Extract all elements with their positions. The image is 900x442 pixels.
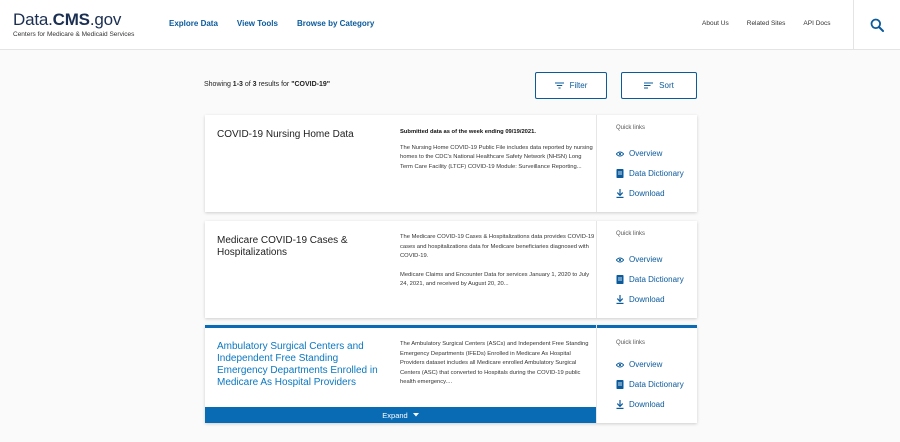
quick-links-title: Quick links [616,340,646,346]
description-text: Medicare Claims and Encounter Data for services January 1, 2020 to July 24, 2021, and received by August 20, 20... [400,271,590,288]
search-icon [870,18,884,32]
eye-icon [616,362,624,368]
quick-links [596,221,697,318]
data-dictionary-link[interactable] [616,275,684,284]
expand-button[interactable] [205,407,596,423]
nav-related-sites[interactable]: Related Sites [746,20,786,27]
logo-subtitle: Centers for Medicare & Medicaid Services [13,31,135,38]
download-link-label: Download [629,400,665,409]
site-header [0,0,900,50]
data-dictionary-link-label: Data Dictionary [629,380,684,389]
search-button[interactable] [853,0,900,50]
expand-button-label: Expand [382,410,408,420]
data-dictionary-link-label: Data Dictionary [629,169,684,178]
download-link[interactable] [616,189,665,198]
quick-links [596,115,697,212]
logo-wordmark: Data.CMS.gov [13,10,122,29]
data-dictionary-link[interactable] [616,380,684,389]
filter-icon [555,82,564,89]
nav-api-docs[interactable]: API Docs [803,20,831,27]
site-logo[interactable] [13,11,134,38]
overview-link-label: Overview [629,255,663,264]
overview-link-label: Overview [629,360,663,369]
quick-links-title: Quick links [616,125,646,131]
filter-button-label: Filter [569,81,588,90]
eye-icon [616,257,624,263]
quick-links-title: Quick links [616,231,646,237]
download-icon [616,400,624,409]
nav-about-us[interactable]: About Us [702,20,729,27]
result-card [205,115,697,212]
download-link-label: Download [629,295,665,304]
dataset-title-link[interactable]: Ambulatory Surgical Centers and Independent Free Standing Emergency Departments Enrolled in Medicare As Hospital Providers [217,341,378,388]
nav-explore-data[interactable]: Explore Data [169,19,218,28]
overview-link-label: Overview [629,149,663,158]
nav-view-tools[interactable]: View Tools [236,19,278,28]
download-icon [616,189,624,198]
download-link-label: Download [629,189,665,198]
submission-note: Submitted data as of the week ending 09/19/2021. [400,129,536,135]
overview-link[interactable] [616,255,662,264]
dataset-description [400,340,595,388]
results-summary: Showing 1-3 of 3 results for "COVID-19" [204,81,331,88]
overview-link[interactable] [616,360,662,369]
secondary-nav [702,20,831,27]
book-icon [616,380,624,389]
book-icon [616,169,624,178]
eye-icon [616,151,624,157]
data-dictionary-link-label: Data Dictionary [629,275,684,284]
quick-links [596,325,697,423]
dataset-title-link[interactable]: Medicare COVID-19 Cases & Hospitalizations [217,235,348,258]
overview-link[interactable] [616,149,662,158]
sort-icon [644,82,653,89]
nav-browse-by-category[interactable]: Browse by Category [296,19,375,28]
caret-down-icon [413,413,419,417]
download-link[interactable] [616,400,665,409]
description-text: The Ambulatory Surgical Centers (ASCs) and Independent Free Standing Emergency Departments (IFEDs) Enrolled in Medicare As Hospital Providers dataset includes all Medicare enrolled Ambulatory Surgical Centers (ASC) that converted to Hospitals during the COVID-19 public health emergency.... [400,341,589,386]
data-dictionary-link[interactable] [616,169,684,178]
download-icon [616,295,624,304]
description-text: The Nursing Home COVID-19 Public File includes data reported by nursing homes to the CDC's National Healthcare Safety Network (NHSN) Long Term Care Facility (LTCF) COVID-19 Module: Surveillance Reporting... [400,144,593,170]
result-card [205,325,697,423]
download-link[interactable] [616,295,665,304]
book-icon [616,275,624,284]
dataset-description [400,233,595,290]
dataset-title-link[interactable]: COVID-19 Nursing Home Data [217,129,354,140]
description-text: The Medicare COVID-19 Cases & Hospitalizations data provides COVID-19 cases and hospitalizations data for Medicare beneficiaries diagnosed with COVID-19. [400,234,595,260]
primary-nav [169,19,374,28]
sort-button[interactable] [621,72,697,99]
filter-button[interactable] [535,72,607,99]
dataset-description [400,128,595,172]
result-card [205,221,697,318]
sort-button-label: Sort [659,81,674,90]
